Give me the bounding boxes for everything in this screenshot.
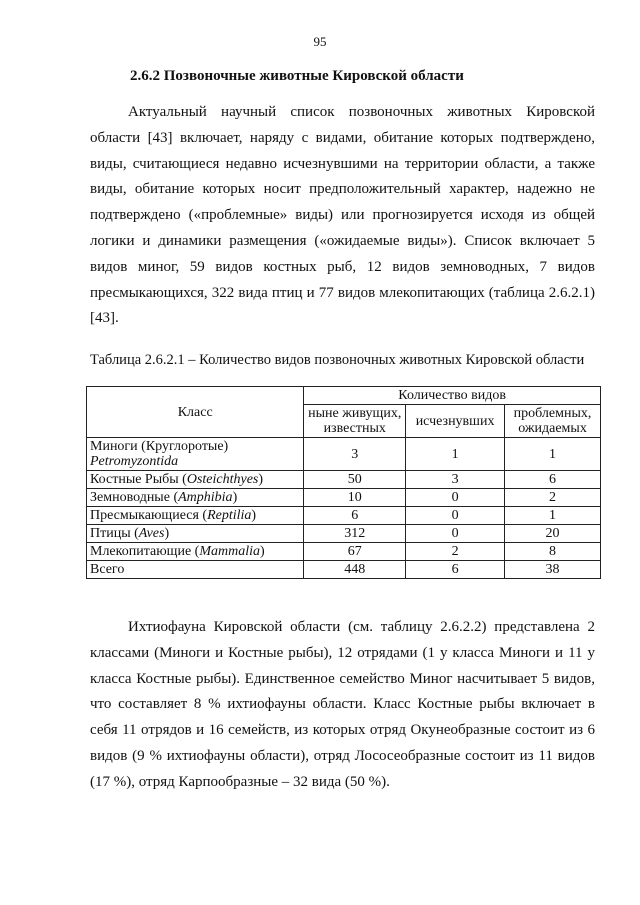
class-name-cell (87, 561, 304, 579)
header-problematic: проблемных, ожидаемых (505, 405, 601, 438)
table-row (87, 561, 601, 579)
class-name: Пресмыкающиеся (90, 508, 203, 523)
alive-count-cell: 10 (304, 489, 406, 507)
alive-count-cell: 50 (304, 471, 406, 489)
problematic-count-cell: 2 (505, 489, 601, 507)
class-name-cell: Костные Рыбы (Osteichthyes) (87, 471, 304, 489)
latin-name: Osteichthyes (186, 472, 259, 487)
table-row (87, 507, 601, 525)
class-name-cell: Птицы (Aves) (87, 525, 304, 543)
paragraph-intro: Актуальный научный список позвоночных животных Кировской области [43] включает, наряду с видами, обитание которых подтверждено, виды, считающиеся недавно исчезнувшими на территории области, а также виды, обитание которых носит предположительный характер, надежно не подтверждено («проблемные» виды) или прогнозируется исходя из общей логики и динамики размещения («ожидаемые виды»). Список включает 5 видов миног, 59 видов костных рыб, 12 видов земноводных, 7 видов пресмыкающихся, 322 вида птиц и 77 видов млекопитающих (таблица 2.6.2.1) [43]. (90, 104, 595, 327)
class-name-cell: Пресмыкающиеся (Reptilia) (87, 507, 304, 525)
table-caption: Таблица 2.6.2.1 – Количество видов позвоночных животных Кировской области (90, 352, 585, 368)
extinct-count-cell: 3 (406, 471, 505, 489)
class-name-cell (87, 438, 304, 471)
extinct-count-cell: 0 (406, 525, 505, 543)
header-species-count: Количество видов (304, 387, 601, 405)
latin-name: Amphibia (178, 490, 233, 505)
class-name-cell: Млекопитающие (Mammalia) (87, 543, 304, 561)
alive-count-cell: 448 (304, 561, 406, 579)
alive-count-cell: 312 (304, 525, 406, 543)
header-extinct: исчезнувших (406, 405, 505, 438)
paragraph-ichthyofauna: Ихтиофауна Кировской области (см. таблицу 2.6.2.2) представлена 2 классами (Миноги и Костные рыбы), 12 отрядами (1 у класса Миноги и 11 у класса Костные рыбы). Единственное семейство Миног насчитывает 5 видов, что составляет 8 % ихтиофауны области. Класс Костные рыбы включает в себя 11 отрядов и 16 семейств, из которых отряд Окунеобразные состоит из 6 видов (9 % ихтиофауны области), отряд Лососеобразные состоит из 11 видов (17 %), отряд Карпообразные – 32 вида (50 %). (90, 619, 595, 790)
table-row (87, 525, 601, 543)
page-number: 95 (313, 34, 327, 49)
problematic-count-cell: 20 (505, 525, 601, 543)
latin-name: Mammalia (199, 544, 261, 559)
alive-count-cell: 3 (304, 438, 406, 471)
table-row (87, 471, 601, 489)
latin-name: Petromyzontida (90, 454, 179, 469)
species-count-table (86, 386, 601, 579)
latin-name: Reptilia (207, 508, 252, 523)
problematic-count-cell: 1 (505, 438, 601, 471)
problematic-count-cell: 8 (505, 543, 601, 561)
class-name: Земноводные (90, 490, 174, 505)
table-row (87, 489, 601, 507)
section-heading: 2.6.2 Позвоночные животные Кировской области (130, 68, 464, 84)
extinct-count-cell: 0 (406, 507, 505, 525)
table-row (87, 438, 601, 471)
table-row (87, 543, 601, 561)
problematic-count-cell: 38 (505, 561, 601, 579)
alive-count-cell: 67 (304, 543, 406, 561)
header-class: Класс (87, 387, 304, 438)
table-header-row (87, 387, 601, 405)
problematic-count-cell: 6 (505, 471, 601, 489)
class-name-cell: Земноводные (Amphibia) (87, 489, 304, 507)
extinct-count-cell: 6 (406, 561, 505, 579)
class-name: Костные Рыбы (90, 472, 183, 487)
header-alive: ныне живущих, известных (304, 405, 406, 438)
extinct-count-cell: 1 (406, 438, 505, 471)
problematic-count-cell: 1 (505, 507, 601, 525)
class-name: Всего (90, 562, 125, 577)
extinct-count-cell: 2 (406, 543, 505, 561)
class-name: Птицы (90, 526, 135, 541)
extinct-count-cell: 0 (406, 489, 505, 507)
latin-name: Aves (138, 526, 165, 541)
class-name: Млекопитающие (90, 544, 195, 559)
class-name: Миноги (Круглоротые) (90, 439, 229, 454)
alive-count-cell: 6 (304, 507, 406, 525)
